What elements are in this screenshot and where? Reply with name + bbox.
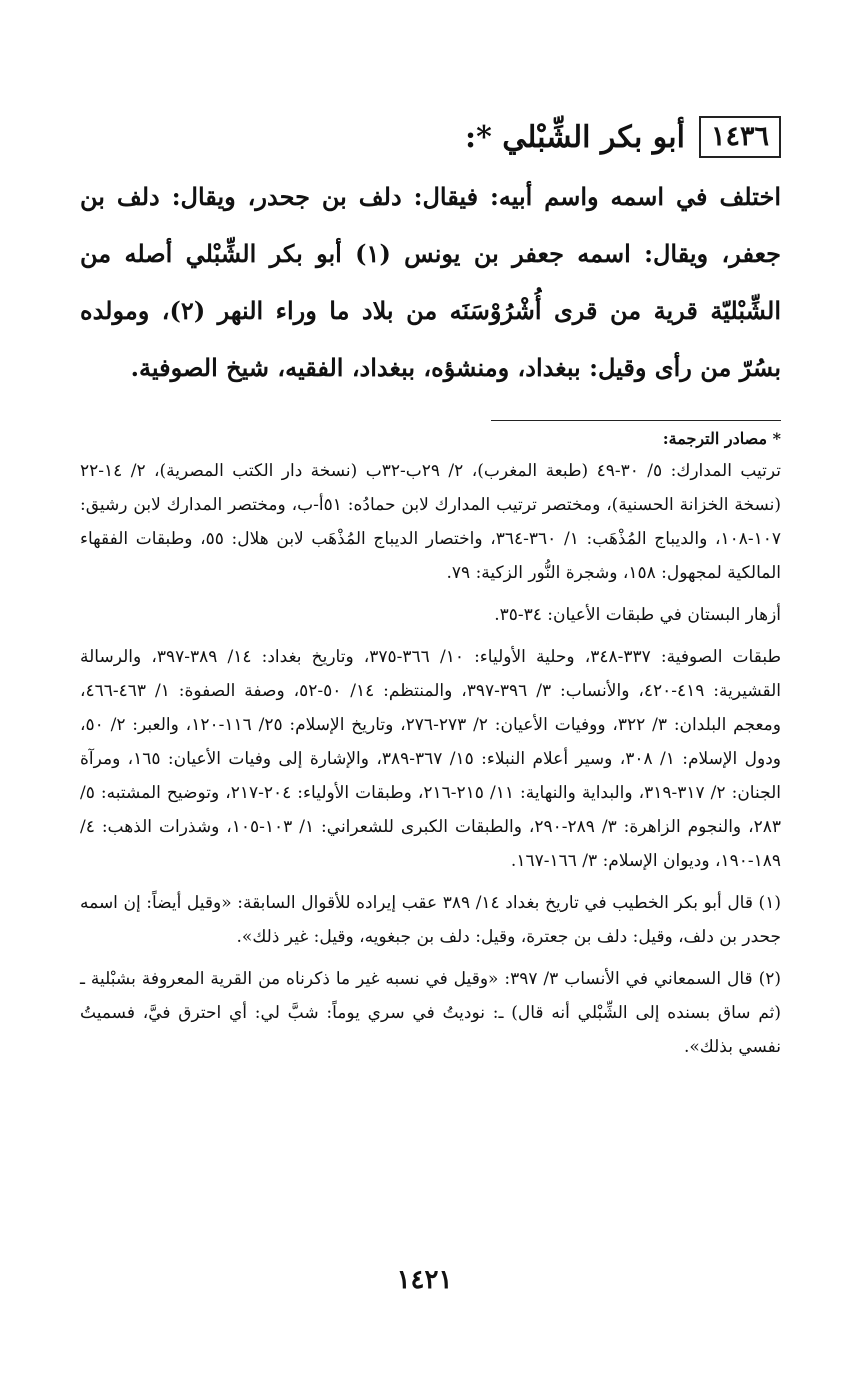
- footnote-1: (١) قال أبو بكر الخطيب في تاريخ بغداد ١٤/ ٣٨٩ عقب إيراده للأقوال السابقة: «وقيل أيضاً: إن اسمه جحدر بن دلف، وقيل: دلف بن جعترة، وقيل: دلف بن جبغويه، وقيل: غير ذلك».: [80, 893, 781, 947]
- sources-paragraph: طبقات الصوفية: ٣٣٧-٣٤٨، وحلية الأولياء: ١٠/ ٣٦٦-٣٧٥، وتاريخ بغداد: ١٤/ ٣٨٩-٣٩٧، والرسالة القشيرية: ٤١٩-٤٢٠، والأنساب: ٣/ ٣٩٦-٣٩٧، والمنتظم: ١٤/ ٥٠-٥٢، وصفة الصفوة: ١/ ٤٦٣-٤٦٦، ومعجم البلدان: ٣/ ٣٢٢، ووفيات الأعيان: ٢/ ٢٧٣-٢٧٦، وتاريخ الإسلام: ٢٥/ ١١٦-١٢٠، والعبر: ٢/ ٥٠، ودول الإسلام: ١/ ٣٠٨، وسير أعلام النبلاء: ١٥/ ٣٦٧-٣٨٩، والإشارة إلى وفيات الأعيان: ١٦٥، ومرآة الجنان: ٢/ ٣١٧-٣١٩، والبداية والنهاية: ١١/ ٢١٥-٢١٦، وطبقات الأولياء: ٢٠٤-٢١٧، وتوضيح المشتبه: ٥/ ٢٨٣، والنجوم الزاهرة: ٣/ ٢٨٩-٢٩٠، والطبقات الكبرى للشعراني: ١/ ١٠٣-١٠٥، وشذرات الذهب: ٤/ ١٨٩-١٩٠، وديوان الإسلام: ٣/ ١٦٦-١٦٧.: [80, 647, 782, 871]
- footnote-2: (٢) قال السمعاني في الأنساب ٣/ ٣٩٧: «وقيل في نسبه غير ما ذكرناه من القرية المعروفة بشبْلية ـ (ثم ساق بسنده إلى الشِّبْلي أنه قال) ـ: نوديتُ في سري يوماً: شبَّ لي: أي احترق فيَّ، فسميتُ نفسي بذلك».: [80, 969, 781, 1057]
- sources-paragraph: ترتيب المدارك: ٥/ ٣٠-٤٩ (طبعة المغرب)، ٢/ ٢٩ب-٣٢ب (نسخة دار الكتب المصرية)، ٢/ ١٤-٢٢ (نسخة الخزانة الحسنية)، ومختصر ترتيب المدارك لابن حمادُه: ٥١أ-ب، ومختصر المدارك لابن رشيق: ١٠٧-١٠٨، والديباج المُذْهَب: ١/ ٣٦٠-٣٦٤، واختصار الديباج المُذْهَب لابن هلال: ٥٥، وطبقات الفقهاء المالكية لمجهول: ١٥٨، وشجرة النُّور الزكية: ٧٩.: [80, 461, 781, 583]
- entry-heading: [80, 112, 781, 162]
- biography-text: اختلف في اسمه واسم أبيه: فيقال: دلف بن جحدر، ويقال: دلف بن جعفر، ويقال: اسمه جعفر بن يونس (١) أبو بكر الشِّبْلي أصله من الشِّبْليّة قرية من قرى أُشْرُوْسَنَه من بلاد ما وراء النهر (٢)، ومولده بسُرّ من رأى وقيل: ببغداد، ومنشؤه، ببغداد، الفقيه، شيخ الصوفية.: [80, 182, 781, 382]
- footnote-divider: [491, 420, 781, 421]
- sources-paragraph: أزهار البستان في طبقات الأعيان: ٣٤-٣٥.: [494, 605, 781, 625]
- entry-number: ١٤٣٦: [699, 116, 781, 158]
- entry-title: أبو بكر الشِّبْلي *:: [465, 119, 685, 155]
- page-number: ١٤٢١: [396, 1265, 453, 1295]
- sources-title: * مصادر الترجمة:: [662, 429, 781, 448]
